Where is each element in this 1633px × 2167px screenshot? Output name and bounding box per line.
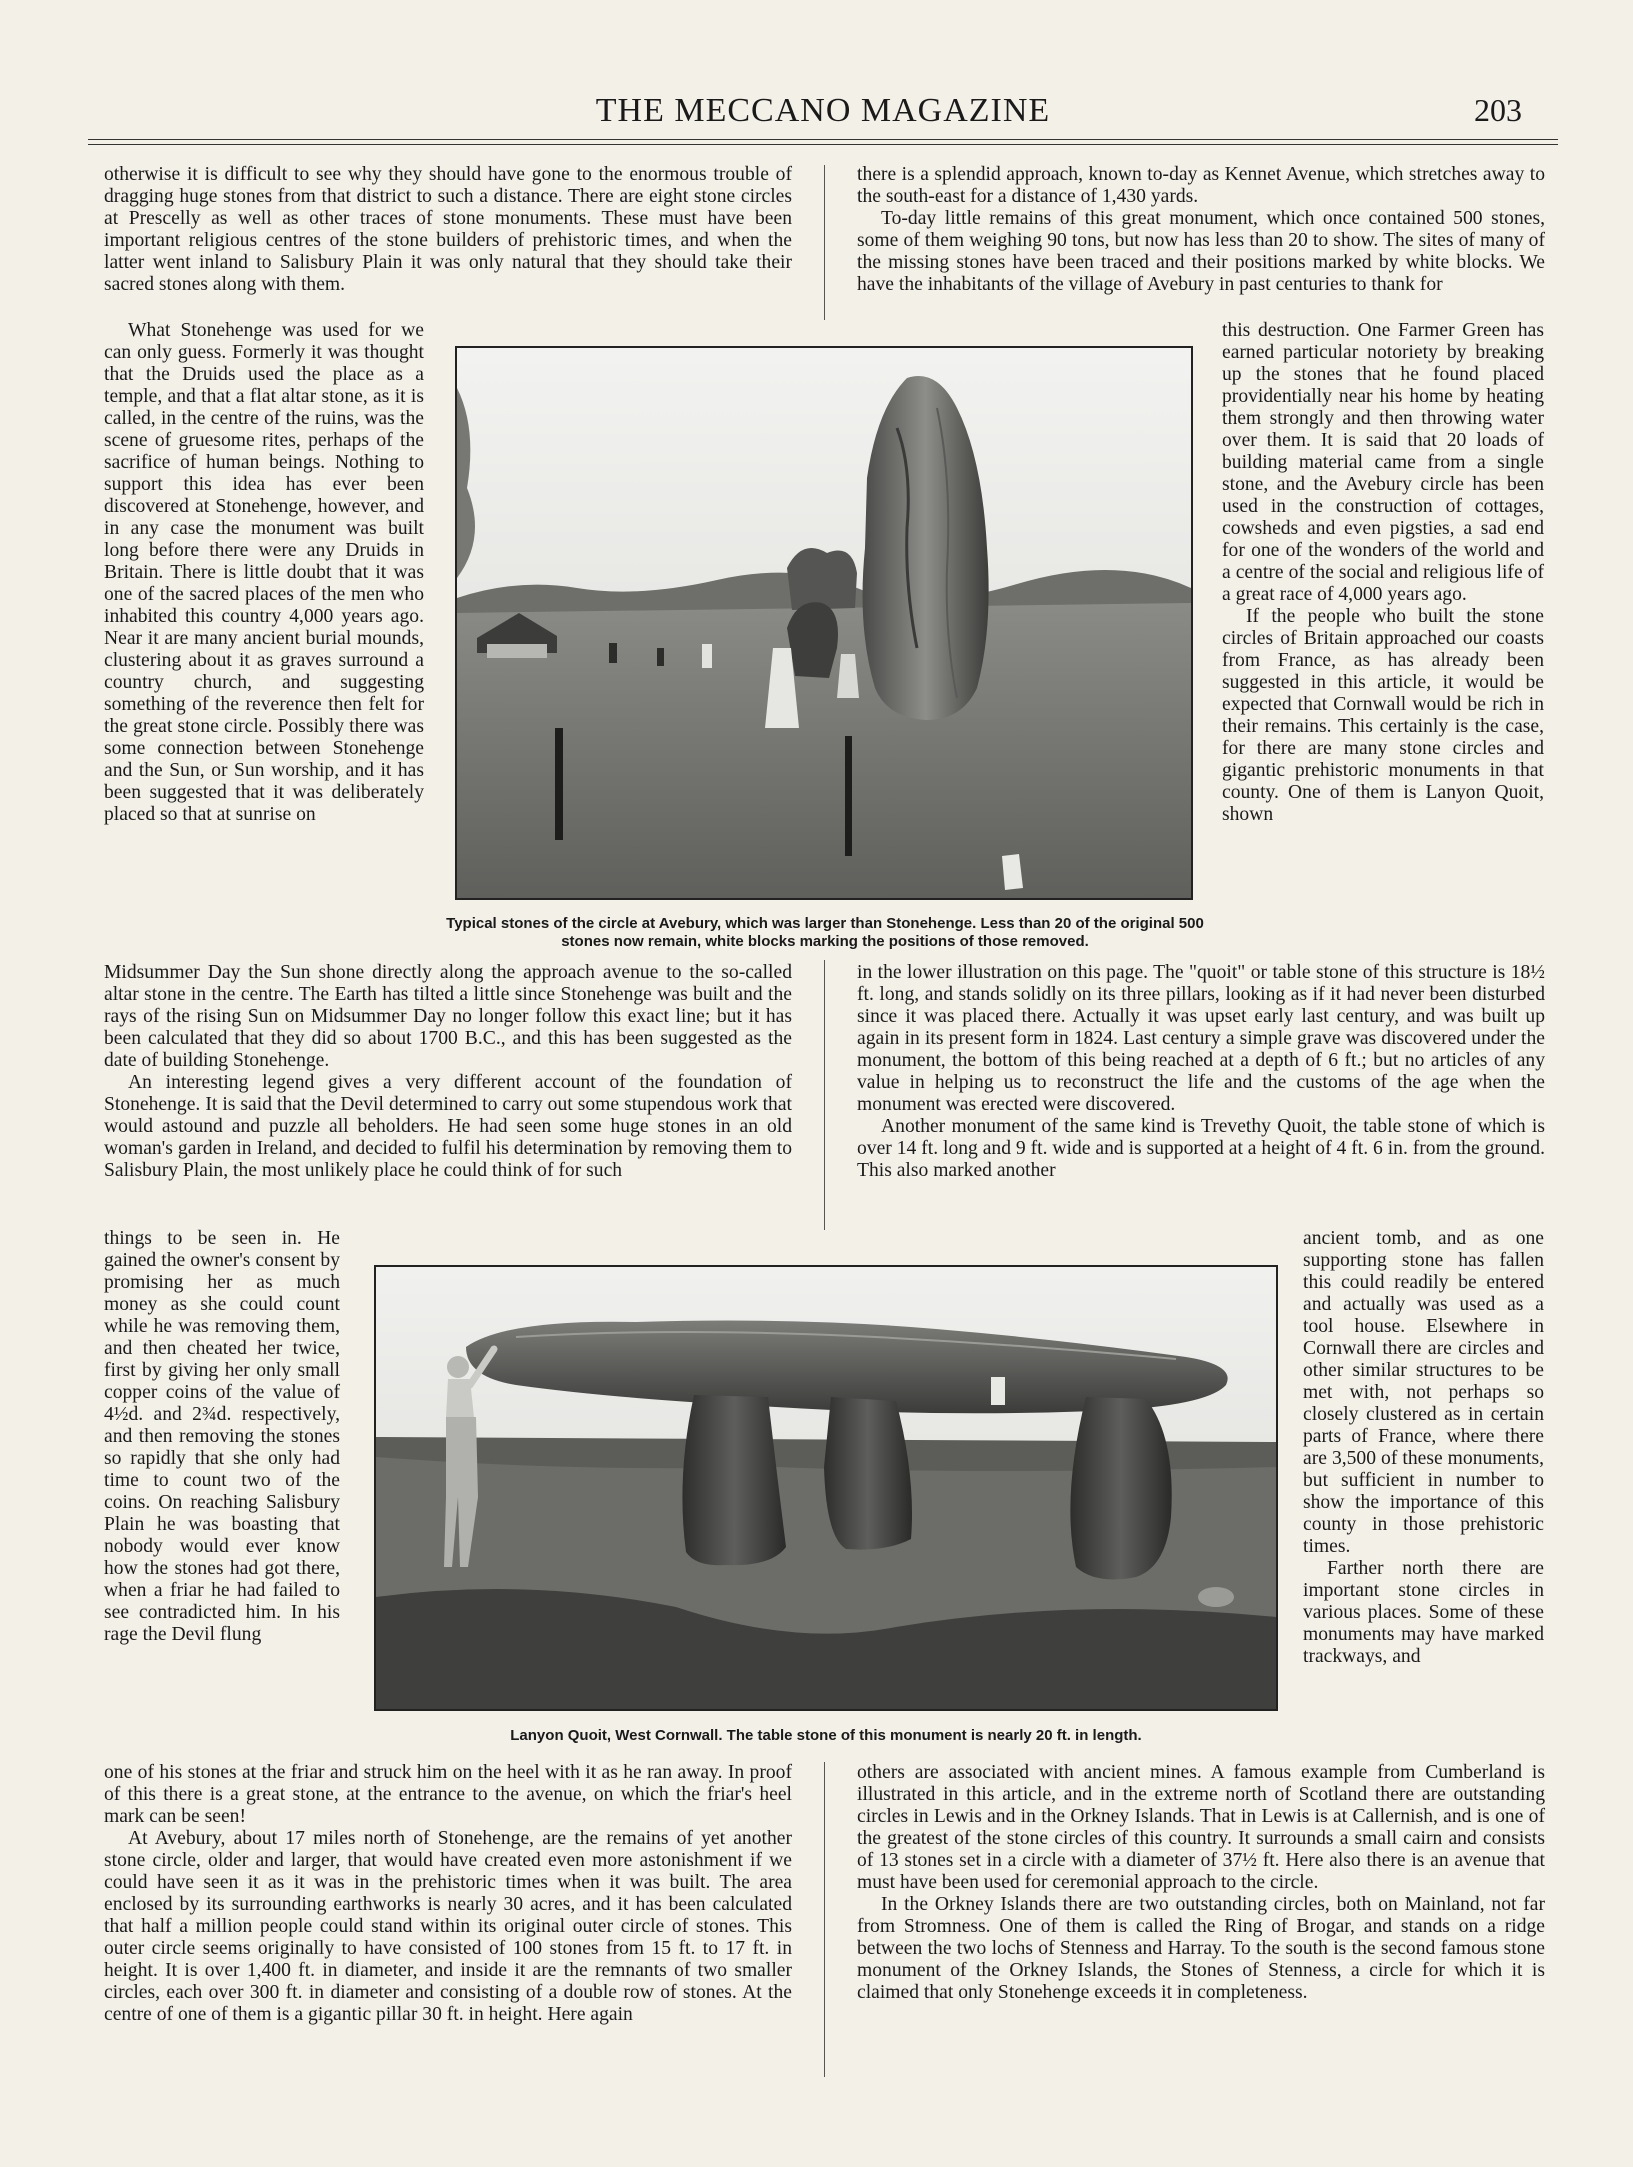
paragraph: At Avebury, about 17 miles north of Stonehenge, are the remains of yet another stone circle, older and larger, that would have created even more astonishment if we could have seen it as it was in the prehistoric times when it was built. The area enclosed by its surrounding earthworks is nearly 30 acres, and it has been calculated that half a million people could stand within its original outer circle of stones. This outer circle seems originally to have consisted of 100 stones from 15 ft. to 17 ft. in height. It is over 1,400 ft. in diameter, and inside it are the remnants of two smaller circles, each over 300 ft. in diameter and consisting of a double row of stones. At the centre of one of them is a gigantic pillar 30 ft. in height. Here again <box>104 1828 792 2025</box>
column1-narrow <box>104 320 424 826</box>
magazine-title: THE MECCANO MAGAZINE <box>595 92 1051 129</box>
paragraph: ancient tomb, and as one supporting stone has fallen this could readily be entered and actually was used as a tool house. Elsewhere in Cornwall there are circles and other similar structures to be met with, not perhaps so closely clustered as in certain parts of France, where there are 3,500 of these monuments, but sufficient in number to show the importance of this county in those prehistoric times. <box>1303 1228 1544 1557</box>
avebury-stones-photo <box>455 346 1193 900</box>
paragraph: in the lower illustration on this page. The "quoit" or table stone of this structure is 18½ ft. long, and stands solidly on its three pillars, looking as if it had never been disturbed since it was placed there. Actually it was upset early last century, and was built up again in its present form in 1824. Last century a simple grave was discovered under the monument, the bottom of this being reached at a depth of 6 ft.; but no articles of any value in helping us to reconstruct the life and the customs of the age when the monument was erected were discovered. <box>857 962 1545 1115</box>
column2-narrow2 <box>1303 1228 1544 1668</box>
column1-bottom <box>104 1762 792 2026</box>
paragraph: In the Orkney Islands there are two outstanding circles, both on Mainland, not far from Stromness. One of them is called the Ring of Brogar, and stands on a ridge between the two lochs of Stenness and Harray. To the south is the second famous stone monument of the Orkney Islands, the Stones of Stenness, a circle for which it is claimed that only Stonehenge exceeds it in completeness. <box>857 1894 1545 2003</box>
paragraph: Another monument of the same kind is Trevethy Quoit, the table stone of which is over 14 ft. long and 9 ft. wide and is supported at a height of 4 ft. 6 in. from the ground. This also marked another <box>857 1116 1545 1181</box>
column-divider-bottom <box>824 1762 825 2077</box>
paragraph: To-day little remains of this great monument, which once contained 500 stones, some of them weighing 90 tons, but now has less than 20 to show. The sites of many of the missing stones have been traced and their positions marked by white blocks. We have the inhabitants of the village of Avebury in past centuries to thank for <box>857 208 1545 295</box>
avebury-stones-illustration <box>457 348 1191 898</box>
column1-narrow2 <box>104 1228 340 1646</box>
column2-bottom <box>857 1762 1545 2004</box>
page-header <box>88 92 1558 134</box>
column2-narrow <box>1222 320 1544 826</box>
header-rule <box>88 139 1558 140</box>
paragraph: things to be seen in. He gained the owner's consent by promising her as much money as she could count while he was removing them, and then cheated her twice, first by giving her only small copper coins of the value of 4½d. and 2¾d. respectively, and then removing the stones so rapidly that she only had time to count two of the coins. On reaching Salisbury Plain he was boasting that nobody would ever know how the stones had got there, when a friar he had failed to see contradicted him. In his rage the Devil flung <box>104 1228 340 1645</box>
column2-top <box>857 164 1545 296</box>
paragraph: If the people who built the stone circles of Britain approached our coasts from France, as has already been suggested in this article, it would be expected that Cornwall would be rich in their remains. This certainly is the case, for there are many stone circles and gigantic prehistoric monuments in that county. One of them is Lanyon Quoit, shown <box>1222 606 1544 825</box>
column2-middle <box>857 962 1545 1182</box>
paragraph: What Stonehenge was used for we can only guess. Formerly it was thought that the Druids used the place as a temple, and that a flat altar stone, as it is called, in the centre of the ruins, was the scene of gruesome rites, perhaps of the sacrifice of human beings. Nothing to support this idea has ever been discovered at Stonehenge, however, and in any case the monument was built long before there were any Druids in Britain. There is little doubt that it was one of the sacred places of the men who inhabited this country 4,000 years ago. Near it are many ancient burial mounds, clustering about it as graves surround a country church, and suggesting something of the reverence then felt for the great stone circle. Possibly there was some connection between Stonehenge and the Sun, or Sun worship, and it has been suggested that it was deliberately placed so that at sunrise on <box>104 320 424 825</box>
page-number: 203 <box>1474 92 1522 128</box>
paragraph: Midsummer Day the Sun shone directly along the approach avenue to the so-called altar stone in the centre. The Earth has tilted a little since Stonehenge was built and the rays of the rising Sun on Midsummer Day no longer follow this exact line; but it has been calculated that they did so about 1700 B.C., and this has been suggested as the date of building Stonehenge. <box>104 962 792 1071</box>
paragraph: one of his stones at the friar and struck him on the heel with it as he ran away. In proof of this there is a great stone, at the entrance to the avenue, on which the friar's heel mark can be seen! <box>104 1762 792 1827</box>
column1-top <box>104 164 792 296</box>
column-divider-top <box>824 165 825 320</box>
paragraph: there is a splendid approach, known to-day as Kennet Avenue, which stretches away to the south-east for a distance of 1,430 yards. <box>857 164 1545 207</box>
column1-middle <box>104 962 792 1182</box>
lanyon-quoit-photo <box>374 1265 1278 1711</box>
paragraph: Farther north there are important stone circles in various places. Some of these monuments may have marked trackways, and <box>1303 1558 1544 1667</box>
paragraph: otherwise it is difficult to see why they should have gone to the enormous trouble of dragging huge stones from that district to such a distance. There are eight stone circles at Prescelly as well as other traces of stone monuments. These must have been important religious centres of the stone builders of prehistoric times, and when the latter went inland to Salisbury Plain it was only natural that they should take their sacred stones along with them. <box>104 164 792 295</box>
paragraph: others are associated with ancient mines. A famous example from Cumberland is illustrated in this article, and in the extreme north of Scotland there are outstanding circles in Lewis and in the Orkney Islands. That in Lewis is at Callernish, and is one of the greatest of the stone circles of this country. It surrounds a small cairn and consists of 13 stones set in a circle with a diameter of 37½ ft. Here also there is an avenue that must have been used for ceremonial approach to the circle. <box>857 1762 1545 1893</box>
header-rule-lower <box>88 144 1558 145</box>
paragraph: this destruction. One Farmer Green has earned particular notoriety by breaking up the stones that he found placed providentially near his home by heating them strongly and then throwing water over them. It is said that 20 loads of building material came from a single stone, and the Avebury circle has been used in the construction of cottages, cowsheds and even pigsties, a sad end for one of the wonders of the world and a centre of the social and religious life of a great race of 4,000 years ago. <box>1222 320 1544 605</box>
figure2-caption: Lanyon Quoit, West Cornwall. The table stone of this monument is nearly 20 ft. in length. <box>510 1727 1142 1744</box>
column-divider-middle <box>824 960 825 1230</box>
paragraph: An interesting legend gives a very different account of the foundation of Stonehenge. It is said that the Devil determined to carry out some stupendous work that would astound and puzzle all beholders. He had seen some huge stones in an old woman's garden in Ireland, and decided to fulfil his determination by removing them to Salisbury Plain, the most unlikely place he could think of for such <box>104 1072 792 1181</box>
lanyon-quoit-illustration <box>376 1267 1276 1709</box>
figure1-caption: Typical stones of the circle at Avebury, which was larger than Stonehenge. Less than 20 of the original 500 stones now remain, white blocks marking the positions of those removed. <box>446 915 1204 950</box>
